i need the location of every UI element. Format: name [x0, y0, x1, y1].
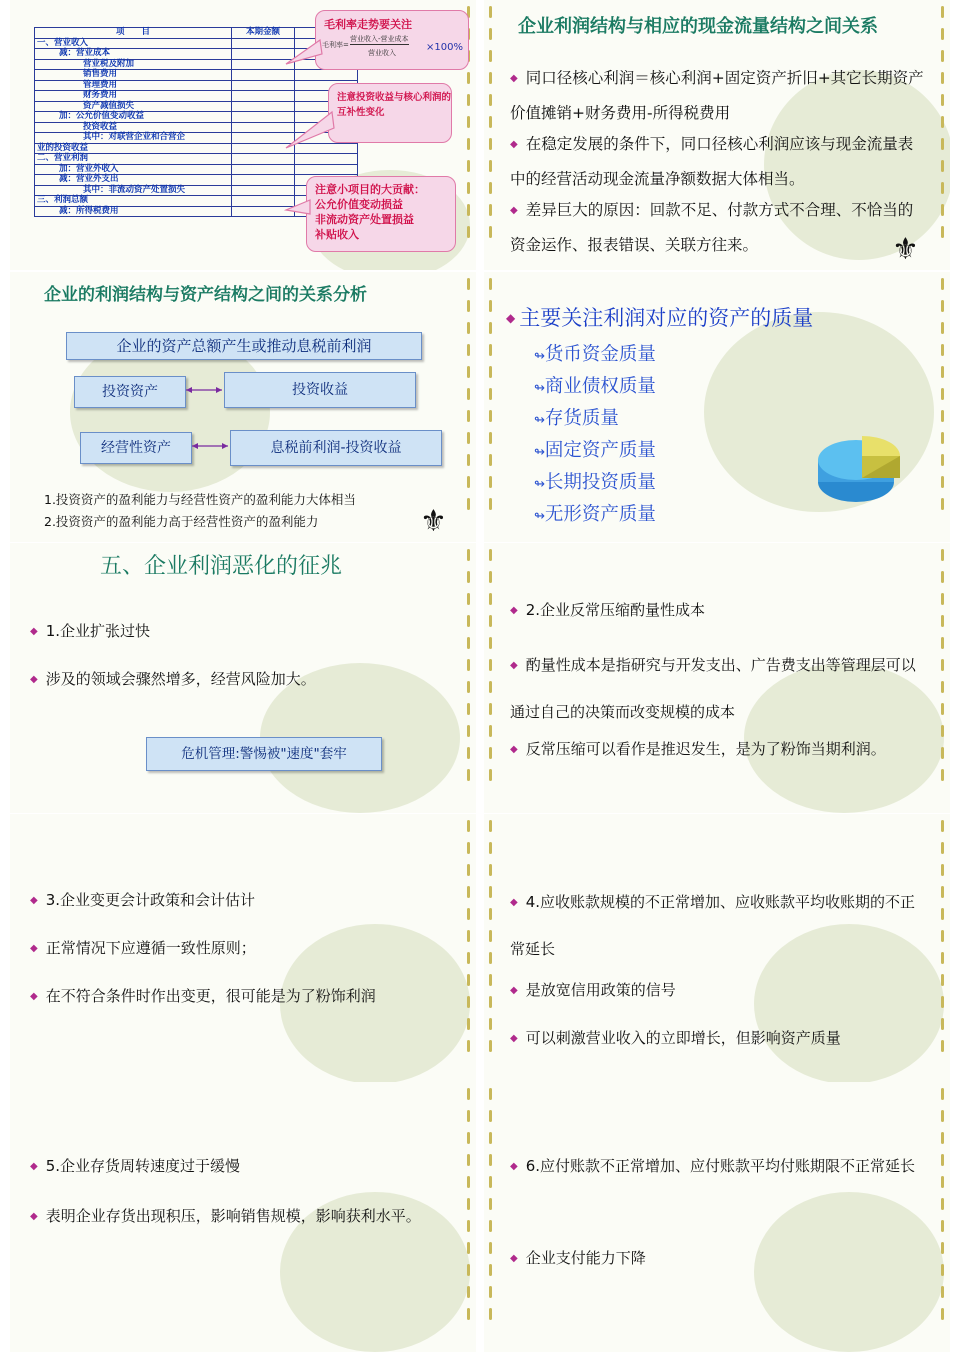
table-cell: 业的投资收益: [35, 143, 232, 154]
table-cell: 其中：非流动资产处置损失: [35, 185, 232, 196]
point-1: 1.投资资产的盈利能力与经营性资产的盈利能力大体相当: [44, 492, 356, 507]
bullet-item: ◆ 可以刺激营业收入的立即增长，但影响资产质量: [510, 1029, 841, 1047]
table-cell: 管理费用: [35, 80, 232, 91]
slide-income-statement: [10, 0, 476, 270]
list-item: ↬无形资产质量: [534, 504, 656, 525]
curl-arrow-icon: ↬: [534, 509, 545, 524]
bullet-icon: ◆: [510, 1253, 518, 1264]
table-row: [35, 154, 358, 165]
callout-line: 补贴收入: [315, 228, 359, 241]
bullet-icon: ◆: [30, 626, 38, 637]
callout-small-items: [306, 176, 456, 252]
table-header-cell: 本期金额: [232, 28, 295, 39]
table-header-row: [35, 28, 358, 39]
slide-receivables: [484, 814, 950, 1084]
list-item: ↬货币资金质量: [534, 344, 656, 365]
table-cell: 减：营业外支出: [35, 175, 232, 186]
bullet-icon: ◆: [30, 991, 38, 1002]
slide-asset-structure: [10, 272, 476, 542]
callout-line: 注意小项目的大贡献：: [315, 183, 425, 196]
box-crisis-management: 危机管理:警惕被"速度"套牢: [146, 737, 382, 771]
fleur-de-lis-icon: ⚜: [892, 232, 919, 267]
table-cell: 加：营业外收入: [35, 164, 232, 175]
point-2: 2.投资资产的盈利能力高于经营性资产的盈利能力: [44, 514, 319, 529]
bullet-icon: ◆: [510, 1033, 518, 1044]
bullet-item: ◆ 6.应付账款不正常增加、应付账款平均付账期限不正常延长: [510, 1157, 916, 1175]
curl-arrow-icon: ↬: [534, 349, 545, 364]
box-investment-assets: 投资资产: [74, 376, 186, 408]
callout-text: 注意投资收益与核心利润的互补性变化: [337, 92, 452, 118]
vine-decoration: [466, 278, 472, 536]
bullet-icon: ◆: [30, 674, 38, 685]
bullet-item: ◆ 同口径核心利润＝核心利润+固定资产折旧+其它长期资产价值摊销+财务费用-所得税费用: [510, 69, 924, 122]
bullet-item: ◆ 正常情况下应遵循一致性原则；: [30, 939, 256, 957]
vine-decoration: [940, 6, 946, 264]
bullet-item: ◆ 涉及的领域会骤然增多，经营风险加大。: [30, 670, 316, 688]
curl-arrow-icon: ↬: [534, 477, 545, 492]
formula-label: 毛利率=: [322, 41, 349, 49]
table-cell: 其中：对联营企业和合营企: [35, 133, 232, 144]
bullet-item: ◆ 是放宽信用政策的信号: [510, 981, 676, 999]
bullet-icon: ◆: [510, 205, 518, 216]
vine-decoration: [940, 1088, 946, 1346]
vine-decoration: [488, 6, 494, 264]
bullet-item: ◆ 5.企业存货周转速度过于缓慢: [30, 1157, 241, 1175]
vine-decoration: [488, 1088, 494, 1346]
table-cell: 三、利润总额: [35, 196, 232, 207]
bullet-item: ◆ 反常压缩可以看作是推迟发生，是为了粉饰当期利润。: [510, 740, 886, 758]
vine-decoration: [488, 549, 494, 807]
bullet-icon: ◆: [30, 895, 38, 906]
vine-decoration: [466, 820, 472, 1078]
table-row: [35, 70, 358, 81]
bullet-item: ◆ 3.企业变更会计政策和会计估计: [30, 891, 256, 909]
table-row: [35, 164, 358, 175]
box-ebit-minus-investment: 息税前利润-投资收益: [230, 430, 442, 466]
bullet-icon: ◆: [510, 1161, 518, 1172]
main-bullet: ◆ 主要关注利润对应的资产的质量: [506, 306, 814, 330]
table-cell: 加：公允价值变动收益: [35, 112, 232, 123]
table-cell: 资产减值损失: [35, 101, 232, 112]
bullet-icon: ◆: [30, 1161, 38, 1172]
bullet-icon: ◆: [510, 985, 518, 996]
table-cell: 减：营业成本: [35, 49, 232, 60]
table-row: [35, 133, 358, 144]
bullet-icon: ◆: [506, 311, 516, 325]
fleur-de-lis-icon: ⚜: [420, 504, 447, 539]
table-row: [35, 143, 358, 154]
callout-line: 非流动资产处置损益: [315, 213, 414, 226]
table-row: [35, 38, 358, 49]
bullet-icon: ◆: [30, 1211, 38, 1222]
vine-decoration: [466, 1088, 472, 1346]
table-row: [35, 49, 358, 60]
bullet-item: ◆ 差异巨大的原因：回款不足、付款方式不合理、不恰当的资金运作、报表错误、关联方往来。: [510, 201, 914, 254]
table-cell: 销售费用: [35, 70, 232, 81]
formula-factor: ×100%: [426, 42, 463, 53]
slide-title: 企业的利润结构与资产结构之间的关系分析: [44, 285, 367, 305]
bullet-icon: ◆: [510, 660, 518, 671]
bullet-item: ◆ 在稳定发展的条件下，同口径核心利润应该与现金流量表中的经营活动现金流量净额数据大体相当。: [510, 135, 914, 188]
quality-list: [534, 340, 656, 532]
slide-asset-quality: [484, 272, 950, 542]
bullet-item: ◆ 企业支付能力下降: [510, 1249, 646, 1267]
callout-investment-income: [328, 83, 452, 143]
pie-chart-icon: [814, 430, 904, 510]
curl-arrow-icon: ↬: [534, 381, 545, 396]
vine-decoration: [940, 820, 946, 1078]
bullet-icon: ◆: [510, 605, 518, 616]
callout-line: 公允价值变动损益: [315, 198, 403, 211]
list-item: ↬商业债权质量: [534, 376, 656, 397]
vine-decoration: [488, 820, 494, 1078]
callout-title: 毛利率走势要关注: [324, 18, 412, 31]
vine-decoration: [940, 278, 946, 536]
bullet-icon: ◆: [510, 744, 518, 755]
table-cell: 营业税及附加: [35, 59, 232, 70]
bullet-item: ◆ 1.企业扩张过快: [30, 622, 151, 640]
formula-denominator: 营业收入: [368, 49, 396, 57]
callout-gross-margin: [315, 10, 469, 70]
slide-inventory: [10, 1082, 476, 1352]
table-header-cell: 项 目: [35, 28, 232, 39]
list-item: ↬存货质量: [534, 408, 619, 429]
curl-arrow-icon: ↬: [534, 445, 545, 460]
list-item: ↬固定资产质量: [534, 440, 656, 461]
list-item: ↬长期投资质量: [534, 472, 656, 493]
bullet-item: ◆ 4.应收账款规模的不正常增加、应收账款平均收账期的不正常延长: [510, 893, 916, 958]
table-cell: 二、营业利润: [35, 154, 232, 165]
slide-payables: [484, 1082, 950, 1352]
slide-title: 五、企业利润恶化的征兆: [100, 554, 343, 579]
bullet-item: ◆ 表明企业存货出现积压，影响销售规模，影响获利水平。: [30, 1207, 421, 1225]
bullet-icon: ◆: [30, 943, 38, 954]
bullet-icon: ◆: [510, 897, 518, 908]
table-row: [35, 91, 358, 102]
vine-decoration: [488, 278, 494, 536]
slide-title: 企业利润结构与相应的现金流量结构之间关系: [518, 16, 878, 37]
bullet-item: ◆ 2.企业反常压缩酌量性成本: [510, 601, 706, 619]
slide-discretionary-costs: [484, 543, 950, 813]
bullet-icon: ◆: [510, 139, 518, 150]
table-row: [35, 101, 358, 112]
formula-numerator: 营业收入-营业成本: [350, 35, 409, 43]
box-investment-income: 投资收益: [224, 372, 416, 408]
bullet-item: ◆ 在不符合条件时作出变更，很可能是为了粉饰利润: [30, 987, 376, 1005]
slide-warning-signs: [10, 543, 476, 813]
vine-decoration: [466, 549, 472, 807]
bullet-item: ◆ 酌量性成本是指研究与开发支出、广告费支出等管理层可以通过自己的决策而改变规模的成本: [510, 656, 916, 721]
table-cell: 一、营业收入: [35, 38, 232, 49]
slide-cashflow-relation: [484, 0, 950, 270]
curl-arrow-icon: ↬: [534, 413, 545, 428]
box-operating-assets: 经营性资产: [80, 432, 192, 464]
table-row: [35, 112, 358, 123]
table-row: [35, 122, 358, 133]
table-cell: 减：所得税费用: [35, 206, 232, 217]
table-row: [35, 80, 358, 91]
table-row: [35, 59, 358, 70]
bullet-icon: ◆: [510, 73, 518, 84]
table-cell: 财务费用: [35, 91, 232, 102]
vine-decoration: [940, 549, 946, 807]
slide-accounting-policy: [10, 814, 476, 1084]
table-cell: 投资收益: [35, 122, 232, 133]
box-total-assets: 企业的资产总额产生或推动息税前利润: [66, 332, 422, 360]
